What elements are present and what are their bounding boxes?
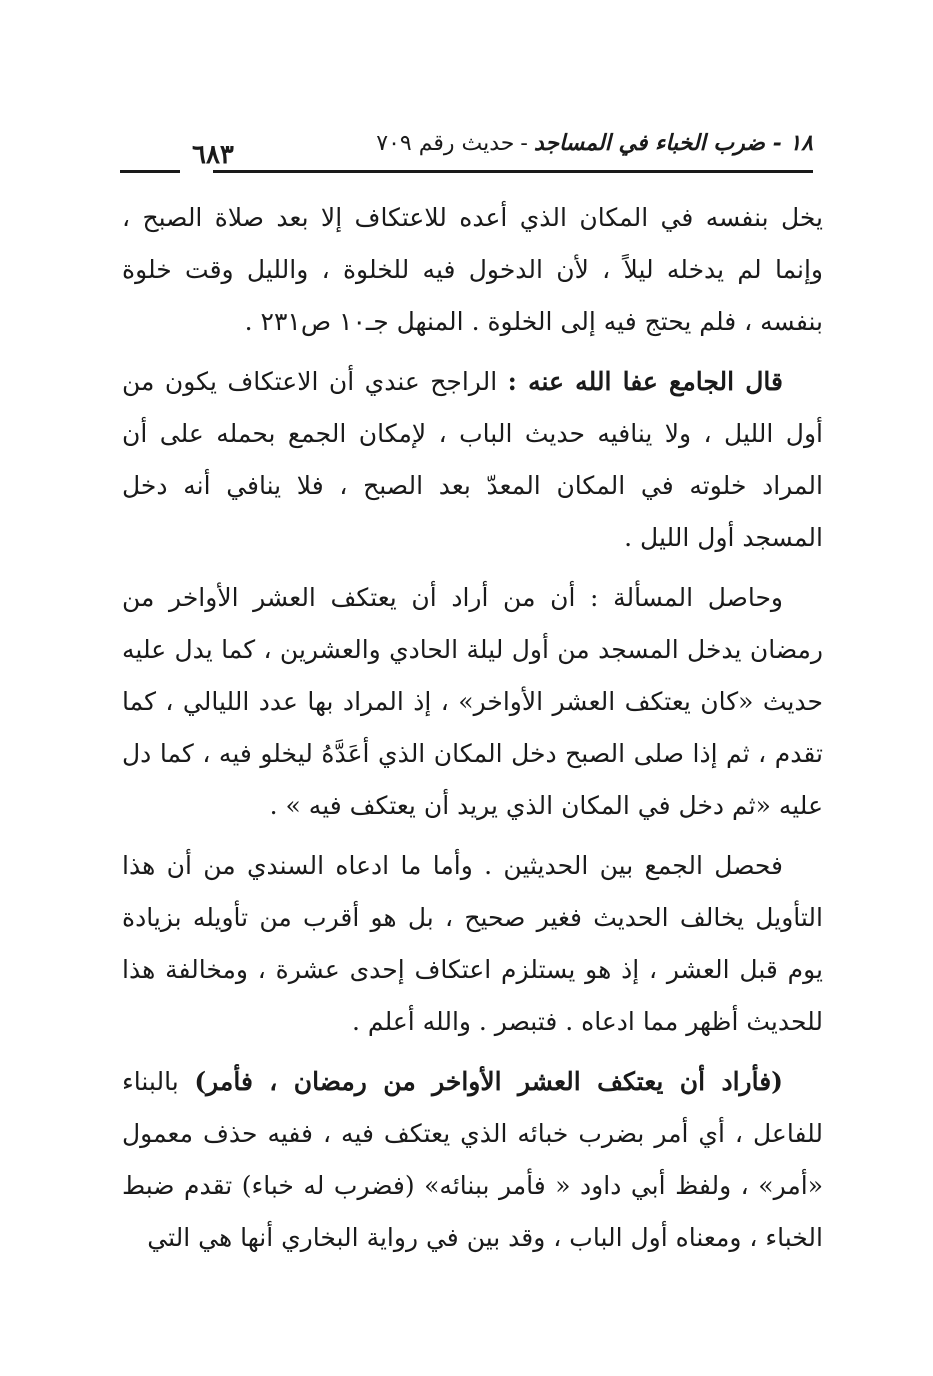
- chapter-title: ١٨ - ضرب الخباء في المساجد: [533, 130, 813, 156]
- paragraph-5-lead: (فأراد أن يعتكف العشر الأواخر من رمضان ، فأمر): [194, 1067, 783, 1096]
- body-text: [122, 192, 823, 1272]
- header-rule-short: [120, 170, 180, 173]
- paragraph-4: [122, 840, 823, 1048]
- paragraph-3-text: وحاصل المسألة : أن من أراد أن يعتكف العشر الأواخر من رمضان يدخل المسجد من أول ليلة الحادي والعشرين ، كما يدل عليه حديث «كان يعتكف العشر الأواخر» ، إذ المراد بها عدد الليالي ، كما تقدم ، ثم إذا صلى الصبح دخل المكان الذي أعَدَّهُ ليخلو فيه ، كما دل عليه «ثم دخل في المكان الذي يريد أن يعتكف فيه » .: [122, 583, 823, 820]
- paragraph-2-text: الراجح عندي أن الاعتكاف يكون من أول الليل ، ولا ينافيه حديث الباب ، لإمكان الجمع بحمله على أن المراد خلوته في المكان المعدّ بعد الصبح ، فلا ينافي أنه دخل المسجد أول الليل .: [122, 367, 823, 552]
- paragraph-4-text: فحصل الجمع بين الحديثين . وأما ما ادعاه السندي من أن هذا التأويل يخالف الحديث فغير صحيح ، بل هو أقرب من تأويله بزيادة يوم قبل العشر ، إذ هو يستلزم اعتكاف إحدى عشرة ، ومخالفة هذا للحديث أظهر مما ادعاه . فتبصر . والله أعلم .: [122, 851, 823, 1036]
- paragraph-1: [122, 192, 823, 348]
- paragraph-1-text: يخل بنفسه في المكان الذي أعده للاعتكاف إلا بعد صلاة الصبح ، وإنما لم يدخله ليلاً ، لأن الدخول فيه للخلوة ، والليل وقت خلوة بنفسه ، فلم يحتج فيه إلى الخلوة . المنهل جـ١٠ ص٢٣١ .: [122, 203, 823, 336]
- paragraph-2-lead: قال الجامع عفا الله عنه :: [507, 367, 783, 396]
- page-number: ٦٨٣: [192, 140, 234, 170]
- running-header: [120, 128, 813, 190]
- paragraph-5-text: بالبناء للفاعل ، أي أمر بضرب خبائه الذي يعتكف فيه ، ففيه حذف معمول «أمر» ، ولفظ أبي داود « فأمر ببنائه» (فضرب له خباء) تقدم ضبط الخباء ، ومعناه أول الباب ، وقد بين في رواية البخاري أنها هي التي: [122, 1067, 823, 1252]
- header-separator: -: [520, 131, 528, 156]
- paragraph-3: [122, 572, 823, 832]
- hadith-reference: حديث رقم ٧٠٩: [376, 131, 515, 156]
- paragraph-5: [122, 1056, 823, 1264]
- paragraph-2: [122, 356, 823, 564]
- header-title: [376, 128, 813, 159]
- header-rule: [213, 170, 813, 173]
